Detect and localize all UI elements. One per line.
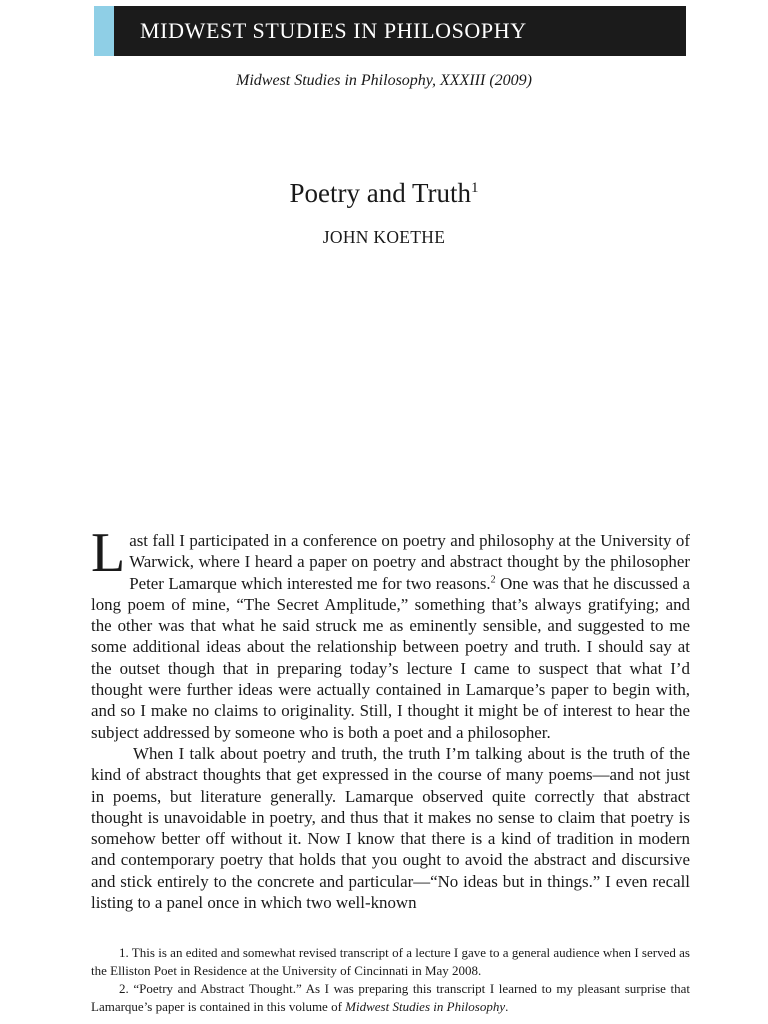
footnote-2-end: . (505, 999, 509, 1014)
footnotes (91, 944, 690, 1016)
article-body (91, 522, 690, 913)
footnote-marker-2: 2 (490, 573, 496, 585)
footnote-2 (91, 980, 690, 1016)
footnote-1: 1. This is an edited and somewhat revised transcript of a lecture I gave to a general audience when I served as the Elliston Poet in Residence at the University of Cincinnati in May 2008. (91, 945, 690, 978)
article-title (0, 178, 768, 209)
paragraph-1-text-a: ast fall I participated in a conference on poetry and philosophy at the University of Warwick, where I heard a paper on poetry and abstract thought by the philosopher Peter Lamarque which interested me for two reasons. (129, 531, 690, 593)
article-title-text: Poetry and Truth (289, 178, 472, 208)
footnote-2-journal: Midwest Studies in Philosophy (345, 999, 506, 1014)
paragraph-2: When I talk about poetry and truth, the truth I’m talking about is the truth of the kind of abstract thoughts that get expressed in the course of many poems—and not just in poems, but literature generally. Lamarque observed quite correctly that abstract thought is unavoidable in poetry, and thus that it makes no sense to claim that poetry is somehow better off without it. Now I know that there is a kind of tradition in modern and contemporary poetry that holds that you ought to avoid the abstract and discursive and stick entirely to the concrete and particular—“No ideas but in things.” I even recall listing to a panel once in which two well-known (91, 743, 690, 913)
journal-name: MIDWEST STUDIES IN PHILOSOPHY (140, 18, 527, 43)
journal-citation: Midwest Studies in Philosophy, XXXIII (2009) (236, 72, 532, 89)
footnote-2-text: 2. “Poetry and Abstract Thought.” As I was preparing this transcript I learned to my pleasant surprise that Lamarque’s paper is contained in this volume of (91, 981, 690, 1014)
paragraph-1-text-b: One was that he discussed a long poem of mine, “The Secret Amplitude,” something that’s always gratifying; and the other was that what he said struck me as eminently sensible, and suggested to me some additional ideas about the relationship between poetry and truth. I should say at the outset though that in preparing today’s lecture I came to suspect that what I’d thought were further ideas were actually contained in Lamarque’s paper to begin with, and so I make no claims to originality. Still, I thought it might be of interest to hear the subject addressed by someone who is both a poet and a philosopher. (91, 573, 690, 742)
title-footnote-marker: 1 (471, 180, 479, 196)
paragraph-1 (91, 522, 690, 743)
article-author: JOHN KOETHE (322, 227, 446, 247)
drop-cap: L (91, 522, 126, 584)
